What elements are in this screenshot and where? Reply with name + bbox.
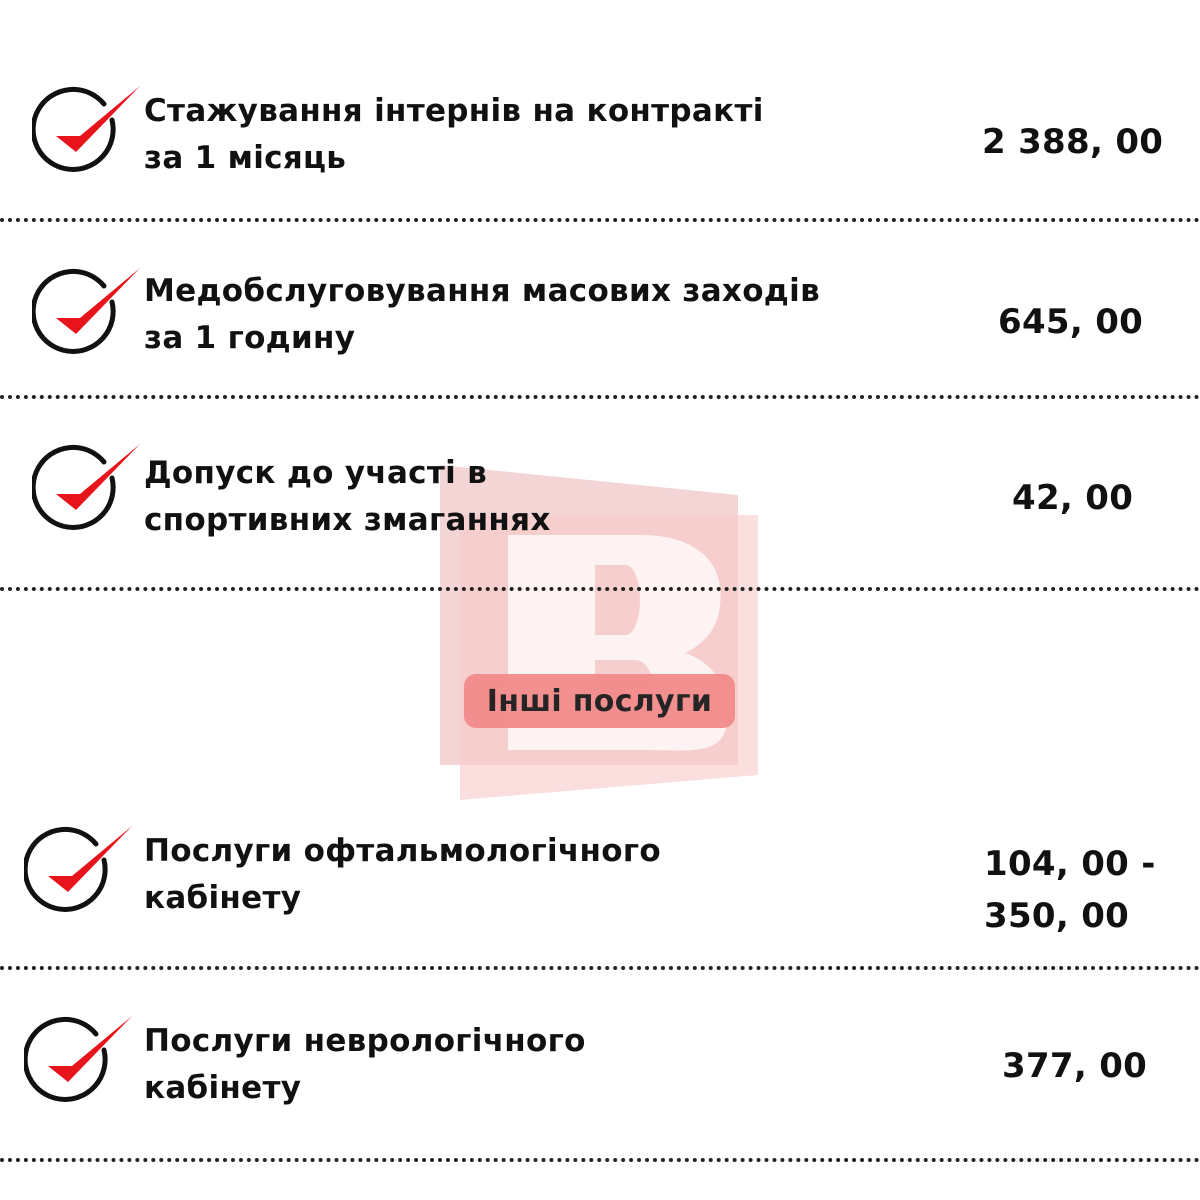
service-price-from: 104, 00 -	[984, 844, 1156, 884]
service-row-neurology	[0, 970, 1200, 1160]
divider	[0, 587, 1200, 591]
section-title: Інші послуги	[486, 683, 713, 719]
red-checkmark-icon	[32, 262, 144, 366]
red-checkmark-icon	[24, 820, 136, 924]
service-price-to: 350, 00	[984, 896, 1130, 936]
service-name-line1: Послуги неврологічного	[144, 1023, 586, 1059]
divider	[0, 1158, 1200, 1162]
service-price: 2 388, 00	[982, 122, 1164, 162]
service-name-line1: Послуги офтальмологічного	[144, 833, 661, 869]
red-checkmark-icon	[24, 1010, 136, 1114]
service-row-sports-admission	[0, 398, 1200, 588]
service-row-internship	[0, 0, 1200, 220]
service-name-line2: за 1 місяць	[144, 140, 347, 176]
service-name-line2: кабінету	[144, 880, 302, 916]
service-price: 377, 00	[1002, 1046, 1148, 1086]
service-price	[984, 838, 1156, 942]
red-checkmark-icon	[32, 438, 144, 542]
service-name-line1: Стажування інтернів на контракті	[144, 93, 764, 129]
red-checkmark-icon	[32, 80, 144, 184]
service-price: 645, 00	[998, 302, 1144, 342]
service-name-line2: за 1 годину	[144, 320, 356, 356]
service-name-line1: Допуск до участі в	[144, 455, 488, 491]
service-name-line2: спортивних змаганнях	[144, 502, 551, 538]
service-row-ophthalmology	[0, 800, 1200, 968]
service-row-mass-events	[0, 220, 1200, 398]
service-price: 42, 00	[1012, 478, 1134, 518]
section-badge-other-services	[464, 674, 735, 728]
service-name-line2: кабінету	[144, 1070, 302, 1106]
service-name-line1: Медобслуговування масових заходів	[144, 273, 820, 309]
